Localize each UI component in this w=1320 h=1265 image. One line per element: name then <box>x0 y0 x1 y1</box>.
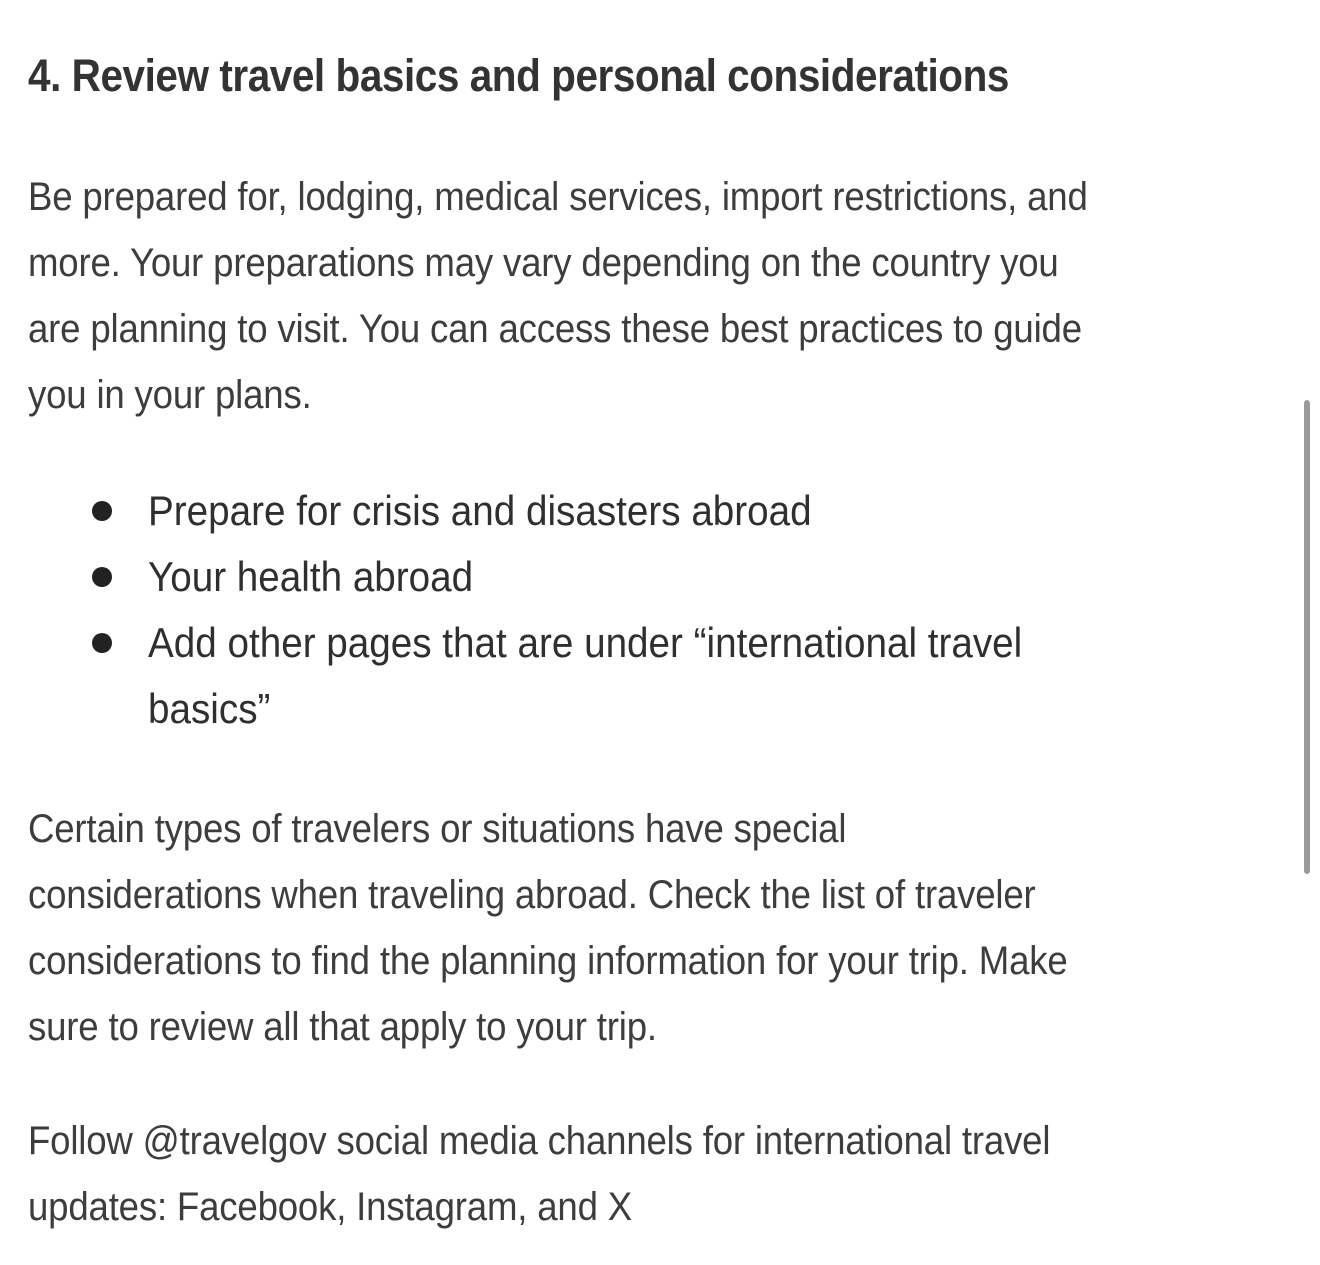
considerations-line: considerations when traveling abroad. Check the list of traveler <box>28 873 1036 917</box>
section-heading: 4. Review travel basics and personal considerations <box>28 50 1009 101</box>
bullet-icon <box>92 633 112 653</box>
list-item[interactable] <box>28 610 1288 742</box>
article-section <box>28 40 1288 1229</box>
list-item[interactable] <box>28 478 1288 544</box>
list-item-label[interactable]: Prepare for crisis and disasters abroad <box>148 487 812 534</box>
follow-line: updates: Facebook, Instagram, and X <box>28 1185 632 1229</box>
intro-line: more. Your preparations may vary depending on the country you <box>28 241 1059 285</box>
bullet-icon <box>92 501 112 521</box>
follow-paragraph <box>28 1108 1272 1240</box>
bullet-icon <box>92 567 112 587</box>
list-item-line: Add other pages that are under “international travel <box>148 619 1023 666</box>
list-item-label[interactable]: Your health abroad <box>148 553 474 600</box>
considerations-line: considerations to find the planning information for your trip. Make <box>28 939 1068 983</box>
list-item[interactable] <box>28 544 1288 610</box>
list-item-label[interactable] <box>148 610 1188 742</box>
intro-paragraph <box>28 164 1272 428</box>
intro-line: you in your plans. <box>28 373 312 417</box>
follow-line: Follow @travelgov social media channels for international travel <box>28 1119 1051 1163</box>
considerations-line: sure to review all that apply to your trip. <box>28 1005 657 1049</box>
intro-line: are planning to visit. You can access these best practices to guide <box>28 307 1082 351</box>
vertical-scrollbar[interactable] <box>1304 400 1310 874</box>
considerations-line: Certain types of travelers or situations have special <box>28 807 847 851</box>
resource-list <box>28 478 1288 742</box>
considerations-paragraph <box>28 796 1272 1060</box>
intro-line: Be prepared for, lodging, medical services, import restrictions, and <box>28 175 1088 219</box>
list-item-line: basics” <box>148 685 271 732</box>
